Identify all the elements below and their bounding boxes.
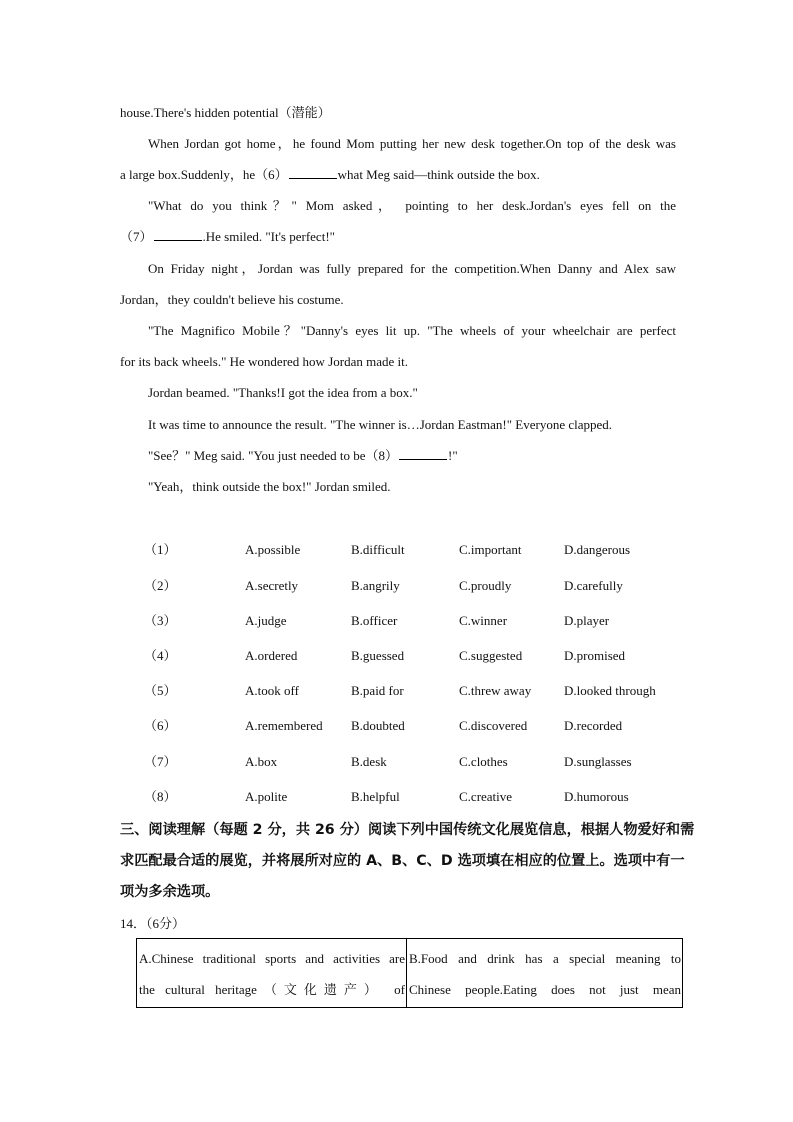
option-b[interactable]: B.doubted <box>351 718 405 733</box>
story-line <box>148 447 676 465</box>
table-cell-b <box>407 939 683 1008</box>
cell-text: the cultural heritage（文化遗产） of <box>139 982 405 997</box>
cell-text: A.Chinese traditional sports and activities are <box>139 951 405 966</box>
option-c[interactable]: C.winner <box>459 613 508 628</box>
story-line: house.There's hidden potential（潜能） <box>120 105 331 120</box>
option-row <box>120 541 680 559</box>
question-number: （5） <box>144 683 177 698</box>
option-b[interactable]: B.difficult <box>351 542 405 557</box>
option-d[interactable]: D.dangerous <box>564 542 631 557</box>
option-b[interactable]: B.paid for <box>351 683 404 698</box>
section-heading: 求匹配最合适的展览，并将展所对应的 A、B、C、D 选项填在相应的位置上。选项中有一 <box>120 853 685 869</box>
option-c[interactable]: C.creative <box>459 789 513 804</box>
option-row <box>120 682 680 700</box>
option-c[interactable]: C.clothes <box>459 754 508 769</box>
question-number: （2） <box>144 578 177 593</box>
option-row <box>120 577 680 595</box>
option-d[interactable]: D.carefully <box>564 578 623 593</box>
question-number: （3） <box>144 613 177 628</box>
story-line: When Jordan got home，he found Mom putting her new desk together.On top of the desk was <box>148 136 676 151</box>
option-b[interactable]: B.guessed <box>351 648 405 663</box>
table-cell-a <box>137 939 407 1008</box>
table-row <box>137 939 683 1008</box>
story-line: On Friday night，Jordan was fully prepared for the competition.When Danny and Alex saw <box>148 261 676 276</box>
question-number: （7） <box>144 754 177 769</box>
story-line: It was time to announce the result. "The winner is…Jordan Eastman!" Everyone clapped. <box>148 417 613 432</box>
option-b[interactable]: B.angrily <box>351 578 400 593</box>
option-a[interactable]: A.box <box>245 754 278 769</box>
question-number: （8） <box>144 789 177 804</box>
option-b[interactable]: B.officer <box>351 613 398 628</box>
story-line: "What do you think？" Mom asked， pointing to her desk.Jordan's eyes fell on the <box>148 198 676 213</box>
story-text: !" <box>448 448 458 463</box>
option-d[interactable]: D.recorded <box>564 718 623 733</box>
option-row <box>120 647 680 665</box>
cell-text: B.Food and drink has a special meaning to <box>409 951 681 966</box>
story-text: （7） <box>120 229 153 244</box>
story-text: "See？" Meg said. "You just needed to be（8） <box>148 448 399 463</box>
option-a[interactable]: A.judge <box>245 613 287 628</box>
option-a[interactable]: A.took off <box>245 683 299 698</box>
story-text: .He smiled. "It's perfect!" <box>202 229 335 244</box>
exhibition-table <box>136 938 683 1008</box>
story-line: "The Magnifico Mobile？"Danny's eyes lit up. "The wheels of your wheelchair are perfect <box>148 323 676 338</box>
option-c[interactable]: C.important <box>459 542 522 557</box>
question-number: （4） <box>144 648 177 663</box>
story-text: what Meg said—think outside the box. <box>337 167 540 182</box>
option-row <box>120 612 680 630</box>
option-a[interactable]: A.secretly <box>245 578 299 593</box>
question-number: （1） <box>144 542 177 557</box>
option-d[interactable]: D.sunglasses <box>564 754 632 769</box>
question-number: （6） <box>144 718 177 733</box>
option-a[interactable]: A.remembered <box>245 718 323 733</box>
answer-blank-6[interactable] <box>289 166 337 179</box>
section-heading: 项为多余选项。 <box>120 884 220 900</box>
option-row <box>120 717 680 735</box>
story-line <box>120 166 676 184</box>
story-line: "Yeah，think outside the box!" Jordan smiled. <box>148 479 391 494</box>
story-text: a large box.Suddenly，he（6） <box>120 167 288 182</box>
option-a[interactable]: A.ordered <box>245 648 298 663</box>
question-14-label: 14．（6分） <box>120 916 186 931</box>
answer-blank-8[interactable] <box>399 447 447 460</box>
option-b[interactable]: B.desk <box>351 754 387 769</box>
option-a[interactable]: A.polite <box>245 789 288 804</box>
story-line <box>120 228 676 246</box>
option-d[interactable]: D.player <box>564 613 610 628</box>
cell-text: Chinese people.Eating does not just mean <box>409 982 681 997</box>
section-heading: 三、阅读理解（每题 2 分，共 26 分）阅读下列中国传统文化展览信息，根据人物爱好和需 <box>120 822 695 838</box>
option-d[interactable]: D.looked through <box>564 683 656 698</box>
option-c[interactable]: C.suggested <box>459 648 523 663</box>
option-c[interactable]: C.proudly <box>459 578 512 593</box>
option-b[interactable]: B.helpful <box>351 789 400 804</box>
story-line: Jordan，they couldn't believe his costume. <box>120 292 344 307</box>
story-line: Jordan beamed. "Thanks!I got the idea from a box." <box>148 385 418 400</box>
story-line: for its back wheels." He wondered how Jordan made it. <box>120 354 408 369</box>
option-row <box>120 788 680 806</box>
option-c[interactable]: C.threw away <box>459 683 532 698</box>
option-d[interactable]: D.humorous <box>564 789 629 804</box>
option-row <box>120 753 680 771</box>
option-c[interactable]: C.discovered <box>459 718 528 733</box>
option-d[interactable]: D.promised <box>564 648 626 663</box>
answer-blank-7[interactable] <box>154 228 202 241</box>
option-a[interactable]: A.possible <box>245 542 301 557</box>
